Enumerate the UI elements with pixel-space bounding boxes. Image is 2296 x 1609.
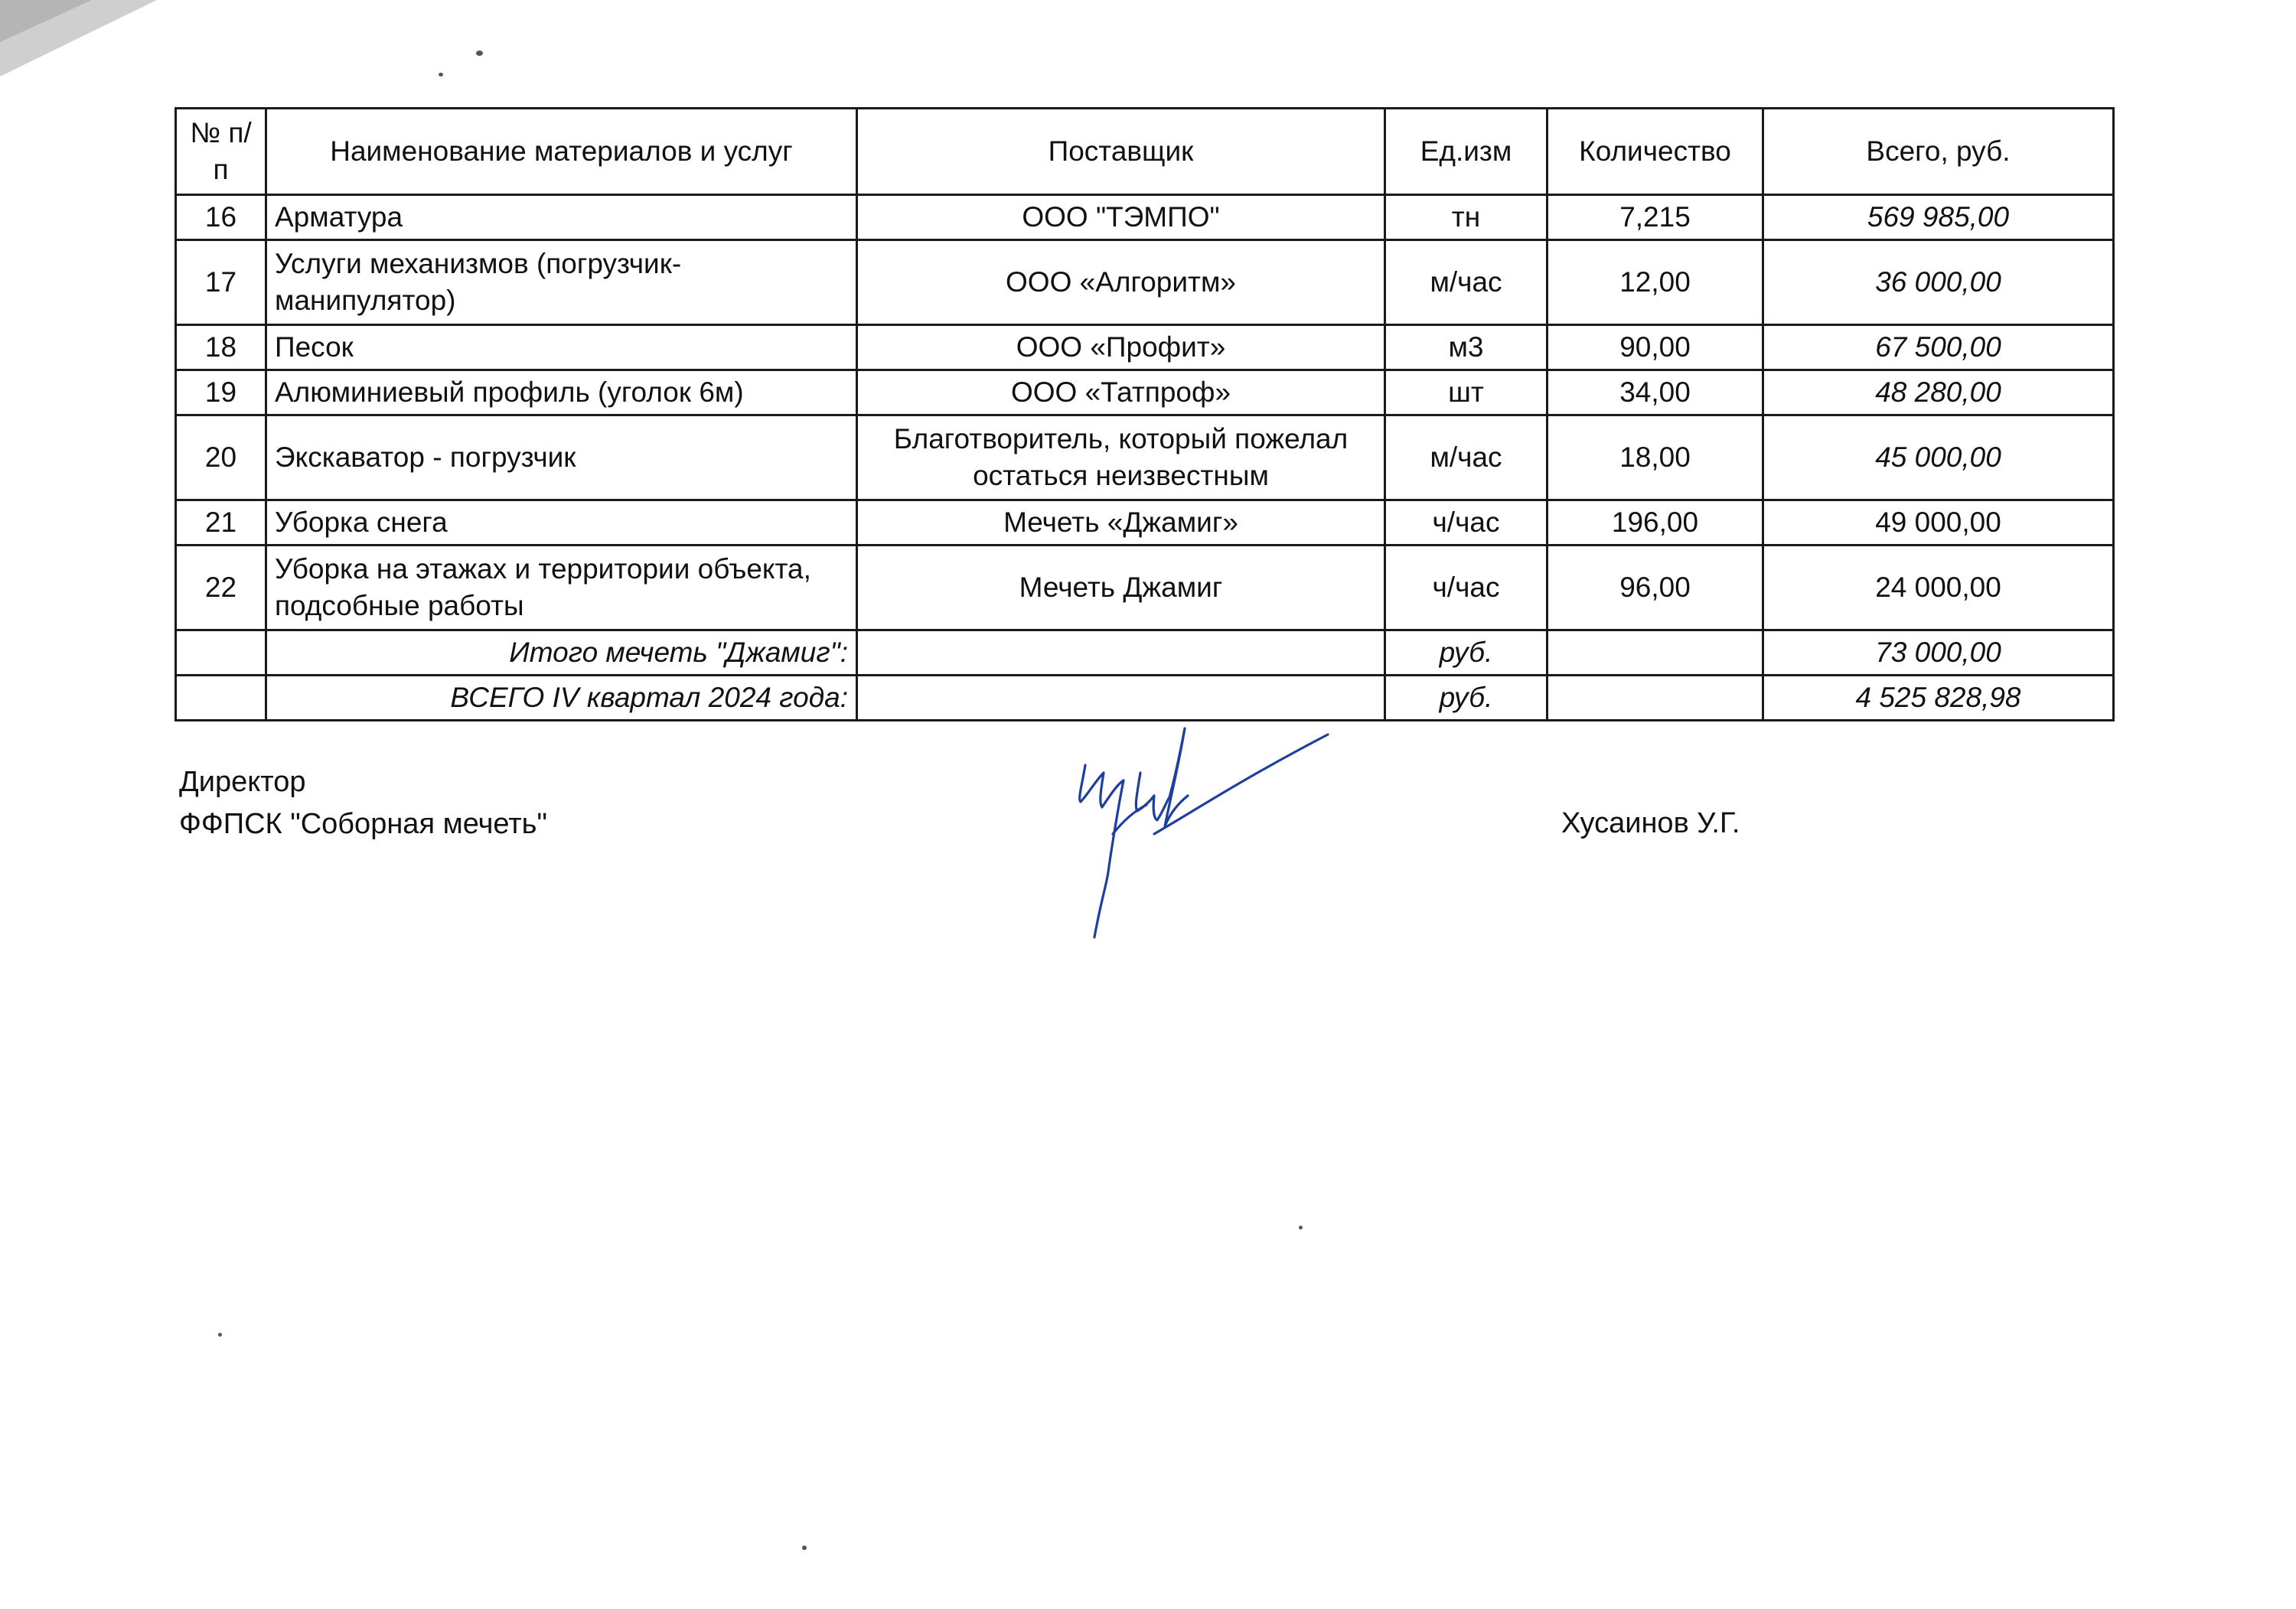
row-total: 45 000,00	[1763, 415, 2114, 500]
row-name: Арматура	[266, 195, 857, 240]
table-row	[176, 415, 2114, 500]
subtotal-empty-cell	[176, 630, 266, 676]
subtotal-empty-cell	[1548, 630, 1763, 676]
table-header-row	[176, 109, 2114, 195]
row-num: 16	[176, 195, 266, 240]
table-row	[176, 240, 2114, 325]
scan-speck	[802, 1545, 807, 1550]
row-unit: м/час	[1385, 415, 1548, 500]
row-unit: м/час	[1385, 240, 1548, 325]
grand-total-empty-cell	[176, 676, 266, 721]
grand-total-empty-cell	[1548, 676, 1763, 721]
header-qty: Количество	[1548, 109, 1763, 195]
row-supplier: ООО «Татпроф»	[857, 370, 1385, 415]
grand-total-unit: руб.	[1385, 676, 1548, 721]
row-unit: ч/час	[1385, 546, 1548, 630]
scan-speck	[218, 1333, 222, 1337]
row-name: Экскаватор - погрузчик	[266, 415, 857, 500]
row-unit: шт	[1385, 370, 1548, 415]
row-num: 17	[176, 240, 266, 325]
row-num: 21	[176, 500, 266, 546]
row-unit: ч/час	[1385, 500, 1548, 546]
row-unit: тн	[1385, 195, 1548, 240]
signoff-organization: ФФПСК "Соборная мечеть"	[179, 808, 547, 841]
grand-total-value: 4 525 828,98	[1763, 676, 2114, 721]
row-num: 19	[176, 370, 266, 415]
row-supplier: Мечеть Джамиг	[857, 546, 1385, 630]
materials-table	[174, 107, 2115, 721]
row-total: 49 000,00	[1763, 500, 2114, 546]
row-name: Алюминиевый профиль (уголок 6м)	[266, 370, 857, 415]
header-supplier: Поставщик	[857, 109, 1385, 195]
row-total: 67 500,00	[1763, 325, 2114, 370]
subtotal-label: Итого мечеть "Джамиг":	[266, 630, 857, 676]
row-qty: 90,00	[1548, 325, 1763, 370]
scan-speck	[439, 73, 443, 77]
grand-total-label: ВСЕГО IV квартал 2024 года:	[266, 676, 857, 721]
header-unit: Ед.изм	[1385, 109, 1548, 195]
handwritten-signature	[1064, 719, 1339, 949]
header-total: Всего, руб.	[1763, 109, 2114, 195]
row-supplier: Благотворитель, который пожелал остаться неизвестным	[857, 415, 1385, 500]
subtotal-unit: руб.	[1385, 630, 1548, 676]
header-name: Наименование материалов и услуг	[266, 109, 857, 195]
row-num: 18	[176, 325, 266, 370]
row-supplier: Мечеть «Джамиг»	[857, 500, 1385, 546]
row-qty: 196,00	[1548, 500, 1763, 546]
table-row	[176, 500, 2114, 546]
scan-speck	[476, 50, 483, 56]
grand-total-row	[176, 676, 2114, 721]
row-name: Уборка на этажах и территории объекта, подсобные работы	[266, 546, 857, 630]
row-total: 36 000,00	[1763, 240, 2114, 325]
header-num: № п/п	[176, 109, 266, 195]
signoff-block	[179, 761, 547, 845]
table-row	[176, 370, 2114, 415]
row-name: Уборка снега	[266, 500, 857, 546]
row-supplier: ООО "ТЭМПО"	[857, 195, 1385, 240]
row-qty: 12,00	[1548, 240, 1763, 325]
row-num: 20	[176, 415, 266, 500]
subtotal-row	[176, 630, 2114, 676]
table-row	[176, 325, 2114, 370]
row-qty: 96,00	[1548, 546, 1763, 630]
subtotal-empty-cell	[857, 630, 1385, 676]
row-supplier: ООО «Алгоритм»	[857, 240, 1385, 325]
row-qty: 18,00	[1548, 415, 1763, 500]
row-total: 48 280,00	[1763, 370, 2114, 415]
table-row	[176, 195, 2114, 240]
row-name: Песок	[266, 325, 857, 370]
row-qty: 34,00	[1548, 370, 1763, 415]
scan-corner-shadow	[0, 0, 199, 107]
row-total: 569 985,00	[1763, 195, 2114, 240]
row-num: 22	[176, 546, 266, 630]
scan-speck	[1299, 1226, 1303, 1230]
row-name: Услуги механизмов (погрузчик-манипулятор)	[266, 240, 857, 325]
signoff-position: Директор	[179, 766, 306, 798]
row-supplier: ООО «Профит»	[857, 325, 1385, 370]
row-qty: 7,215	[1548, 195, 1763, 240]
signer-name: Хусаинов У.Г.	[1561, 807, 1740, 839]
row-unit: м3	[1385, 325, 1548, 370]
row-total: 24 000,00	[1763, 546, 2114, 630]
subtotal-total: 73 000,00	[1763, 630, 2114, 676]
table-row	[176, 546, 2114, 630]
grand-total-empty-cell	[857, 676, 1385, 721]
